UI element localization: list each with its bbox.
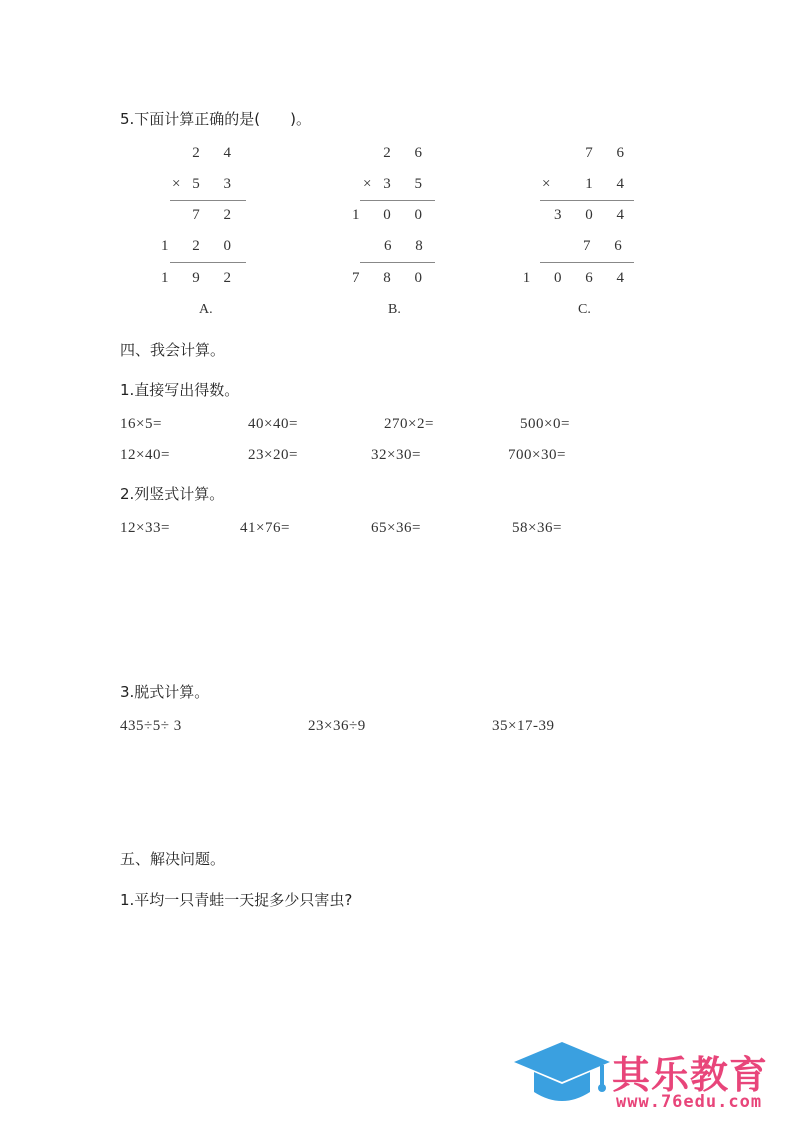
rule-line bbox=[360, 262, 435, 263]
section-5-title: 五、解决问题。 bbox=[120, 850, 226, 868]
oral-calc-item: 500×0= bbox=[520, 416, 570, 432]
oral-calc-item: 12×40= bbox=[120, 447, 170, 463]
partial-product-1: 7 2 bbox=[192, 207, 241, 223]
rule-line bbox=[170, 262, 246, 263]
logo-name: 其乐教育 bbox=[612, 1053, 769, 1097]
vertical-calc-item: 65×36= bbox=[371, 520, 421, 536]
step-calc-item: 35×17-39 bbox=[492, 718, 555, 734]
vertical-calc-item: 12×33= bbox=[120, 520, 170, 536]
oral-calc-item: 16×5= bbox=[120, 416, 162, 432]
rule-line bbox=[540, 200, 634, 201]
oral-calc-item: 32×30= bbox=[371, 447, 421, 463]
section-4-title: 四、我会计算。 bbox=[120, 341, 226, 359]
oral-calc-item: 270×2= bbox=[384, 416, 434, 432]
multiplicand: 7 6 bbox=[585, 145, 634, 161]
oral-calc-item: 23×20= bbox=[248, 447, 298, 463]
partial-product-2: 6 8 bbox=[384, 238, 433, 254]
times-sign: × bbox=[542, 176, 551, 192]
vertical-calc-item: 41×76= bbox=[240, 520, 290, 536]
product: 1 9 2 bbox=[161, 270, 241, 286]
partial-product-2: 1 2 0 bbox=[161, 238, 241, 254]
multiplier: 3 5 bbox=[383, 176, 432, 192]
product: 7 8 0 bbox=[352, 270, 432, 286]
option-label: C. bbox=[578, 302, 591, 317]
part-3-title: 3.脱式计算。 bbox=[120, 683, 210, 701]
oral-calc-item: 700×30= bbox=[508, 447, 566, 463]
part-1-title: 1.直接写出得数。 bbox=[120, 381, 240, 399]
multiplier: 5 3 bbox=[192, 176, 241, 192]
step-calc-item: 435÷5÷ 3 bbox=[120, 718, 182, 734]
partial-product-1: 1 0 0 bbox=[352, 207, 432, 223]
rule-line bbox=[360, 200, 435, 201]
part-2-title: 2.列竖式计算。 bbox=[120, 485, 225, 503]
multiplicand: 2 4 bbox=[192, 145, 241, 161]
rule-line bbox=[170, 200, 246, 201]
partial-product-1: 3 0 4 bbox=[554, 207, 634, 223]
option-label: A. bbox=[199, 302, 213, 317]
times-sign: × bbox=[363, 176, 372, 192]
graduation-cap-icon bbox=[512, 1040, 612, 1112]
step-calc-item: 23×36÷9 bbox=[308, 718, 366, 734]
problem-1-text: 1.平均一只青蛙一天捉多少只害虫? bbox=[120, 891, 353, 909]
product: 1 0 6 4 bbox=[522, 270, 634, 286]
oral-calc-item: 40×40= bbox=[248, 416, 298, 432]
logo-url: www.76edu.com bbox=[616, 1092, 763, 1112]
question-5-title: 5.下面计算正确的是( )。 bbox=[120, 110, 312, 128]
multiplicand: 2 6 bbox=[383, 145, 432, 161]
rule-line bbox=[540, 262, 634, 263]
times-sign: × bbox=[172, 176, 181, 192]
multiplier: 1 4 bbox=[585, 176, 634, 192]
option-label: B. bbox=[388, 302, 401, 317]
partial-product-2: 7 6 bbox=[583, 238, 632, 254]
vertical-calc-item: 58×36= bbox=[512, 520, 562, 536]
